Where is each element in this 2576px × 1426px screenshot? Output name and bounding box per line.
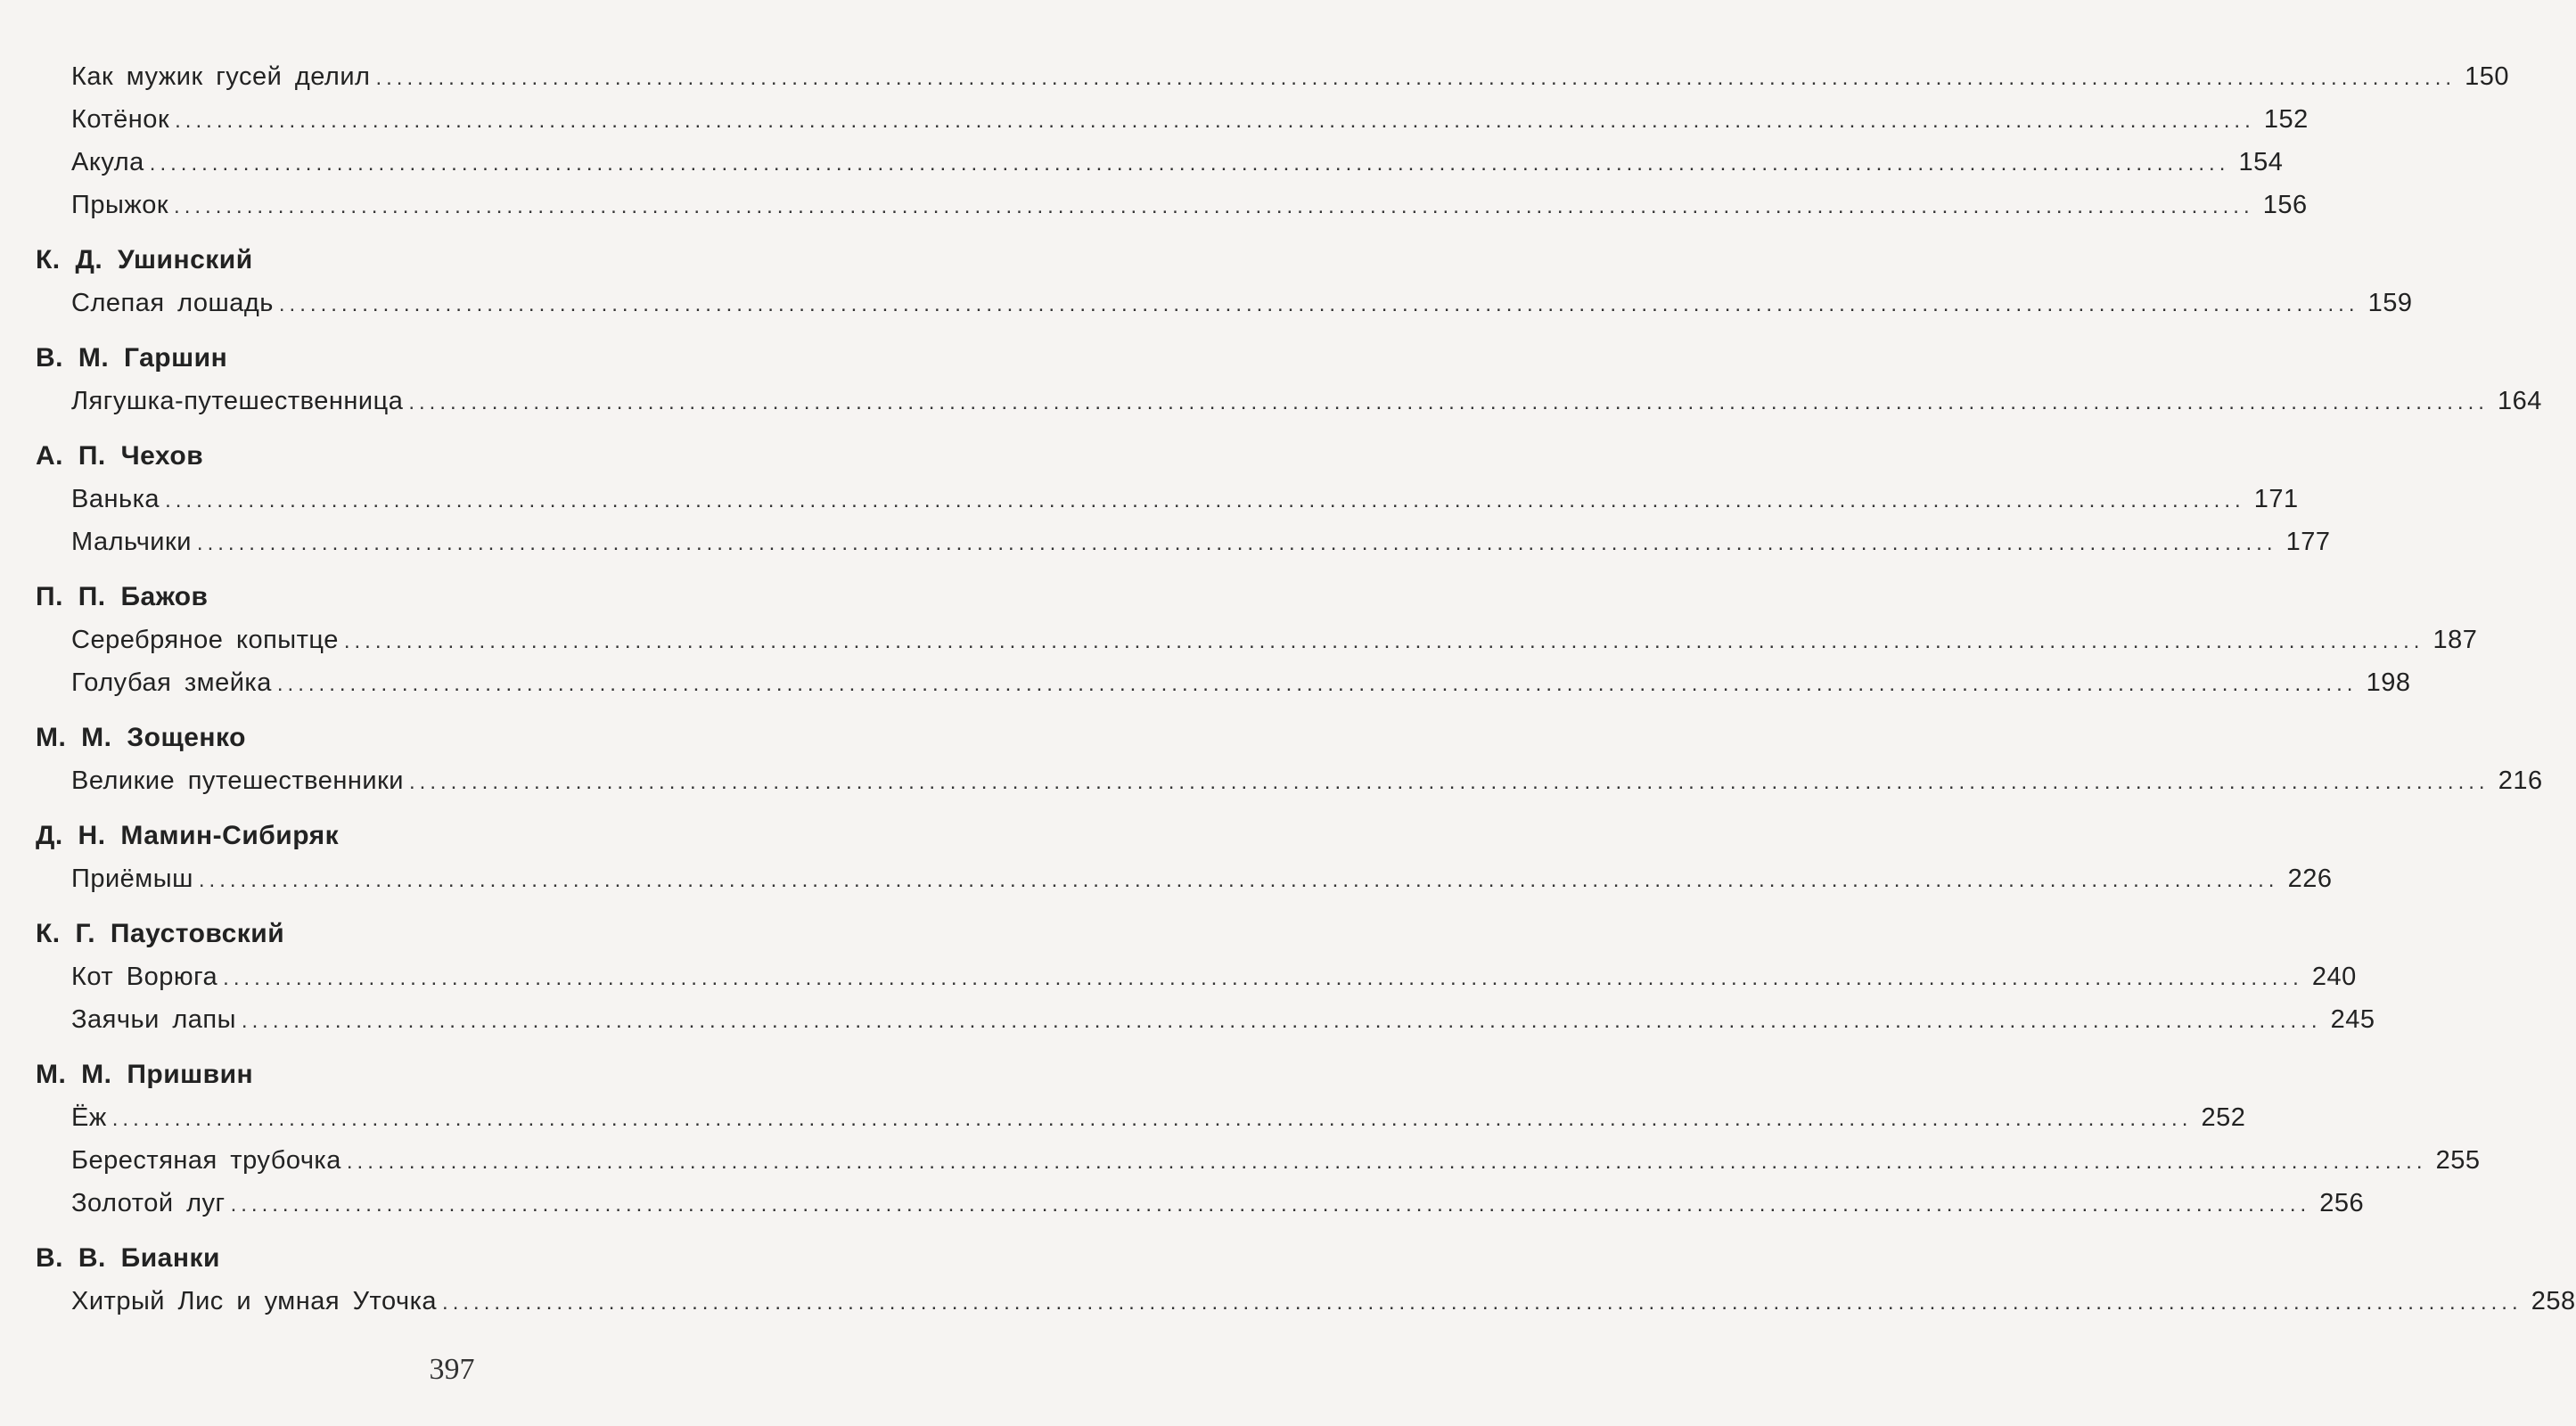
entry-title: Хитрый Лис и умная Уточка (71, 1287, 438, 1315)
author-heading: В. В. Бианки (36, 1243, 220, 1273)
dot-leader: ........................................................................................................................................................................................................ (343, 629, 2424, 653)
dot-leader: ........................................................................................................................................................................................................ (165, 488, 2245, 512)
entry-title: Акула (71, 148, 144, 176)
dot-leader: ........................................................................................................................................................................................................ (408, 390, 2489, 414)
toc-entry (36, 759, 2543, 802)
toc-entry (36, 1280, 2576, 1323)
entry-title: Берестяная трубочка (71, 1146, 341, 1175)
entry-page-number: 252 (2201, 1103, 2246, 1132)
toc-entry (36, 661, 2411, 704)
entry-page-number: 226 (2287, 865, 2333, 893)
entry-page-number: 150 (2465, 62, 2510, 91)
dot-leader: ........................................................................................................................................................................................................ (442, 1291, 2523, 1315)
entry-title: Лягушка-путешественница (71, 387, 404, 415)
entry-page-number: 245 (2330, 1005, 2375, 1034)
entry-title: Как мужик гусей делил (71, 62, 371, 91)
toc-entry (36, 141, 2284, 184)
dot-leader: ........................................................................................................................................................................................................ (276, 672, 2358, 696)
toc-entry (36, 55, 2510, 98)
entry-page-number: 240 (2311, 963, 2357, 991)
entry-title: Голубая змейка (71, 668, 272, 697)
dot-leader: ........................................................................................................................................................................................................ (196, 531, 2277, 555)
toc-section (36, 337, 2542, 422)
entry-title: Великие путешественники (71, 766, 404, 795)
author-heading: В. М. Гаршин (36, 343, 228, 373)
entry-page-number: 156 (2262, 191, 2308, 219)
dot-leader: ........................................................................................................................................................................................................ (174, 194, 2254, 218)
author-heading: М. М. Пришвин (36, 1060, 254, 1089)
toc-entry (36, 1096, 2246, 1139)
entry-page-number: 256 (2319, 1189, 2365, 1217)
entry-title: Заячьи лапы (71, 1005, 236, 1034)
toc-entry (36, 184, 2308, 226)
entry-title: Мальчики (71, 528, 192, 556)
author-heading: К. Г. Паустовский (36, 919, 285, 948)
entry-page-number: 171 (2253, 485, 2299, 513)
table-of-contents (36, 55, 2576, 1323)
entry-page-number: 255 (2435, 1146, 2481, 1175)
entry-page-number: 187 (2432, 626, 2478, 654)
toc-entry (36, 857, 2333, 900)
dot-leader: ........................................................................................................................................................................................................ (175, 109, 2255, 133)
toc-section (36, 239, 2413, 324)
author-heading: Д. Н. Мамин-Сибиряк (36, 821, 340, 850)
toc-section (36, 576, 2478, 704)
entry-title: Котёнок (71, 105, 170, 134)
entry-page-number: 159 (2367, 289, 2413, 317)
toc-entry (36, 998, 2375, 1041)
entry-page-number: 154 (2238, 148, 2284, 176)
dot-leader: ........................................................................................................................................................................................................ (409, 770, 2490, 794)
dot-leader: ........................................................................................................................................................................................................ (198, 868, 2279, 892)
toc-entry (36, 1182, 2365, 1225)
entry-title: Золотой луг (71, 1189, 226, 1217)
entry-page-number: 216 (2498, 766, 2543, 795)
author-heading: А. П. Чехов (36, 441, 204, 471)
entry-title: Кот Ворюга (71, 963, 218, 991)
toc-section (36, 435, 2331, 563)
toc-section (36, 815, 2333, 900)
entry-page-number: 152 (2263, 105, 2309, 134)
entry-page-number: 258 (2531, 1287, 2576, 1315)
toc-section (36, 1053, 2481, 1225)
author-heading: П. П. Бажов (36, 582, 209, 611)
toc-section (36, 1237, 2576, 1323)
entry-title: Прыжок (71, 191, 169, 219)
author-heading: К. Д. Ушинский (36, 245, 253, 275)
entry-title: Слепая лошадь (71, 289, 274, 317)
entry-page-number: 177 (2285, 528, 2331, 556)
toc-section (36, 913, 2375, 1041)
toc-section (36, 55, 2510, 226)
toc-entry (36, 619, 2478, 661)
page-number: 397 (429, 1353, 475, 1386)
entry-title: Приёмыш (71, 865, 193, 893)
entry-page-number: 164 (2498, 387, 2542, 415)
dot-leader: ........................................................................................................................................................................................................ (346, 1150, 2427, 1174)
entry-page-number: 198 (2366, 668, 2411, 697)
toc-entry (36, 478, 2299, 520)
dot-leader: ........................................................................................................................................................................................................ (111, 1107, 2193, 1131)
toc-entry (36, 98, 2309, 141)
toc-entry (36, 1139, 2481, 1182)
toc-section (36, 717, 2543, 802)
dot-leader: ........................................................................................................................................................................................................ (149, 152, 2230, 176)
entry-title: Серебряное копытце (71, 626, 339, 654)
dot-leader: ........................................................................................................................................................................................................ (375, 66, 2457, 90)
author-heading: М. М. Зощенко (36, 723, 247, 752)
entry-title: Ёж (71, 1103, 107, 1132)
toc-entry (36, 282, 2413, 324)
toc-entry (36, 380, 2542, 422)
dot-leader: ........................................................................................................................................................................................................ (241, 1009, 2322, 1033)
toc-entry (36, 520, 2331, 563)
entry-title: Ванька (71, 485, 160, 513)
dot-leader: ........................................................................................................................................................................................................ (223, 966, 2303, 990)
dot-leader: ........................................................................................................................................................................................................ (230, 1192, 2311, 1217)
dot-leader: ........................................................................................................................................................................................................ (278, 292, 2359, 316)
toc-entry (36, 955, 2357, 998)
